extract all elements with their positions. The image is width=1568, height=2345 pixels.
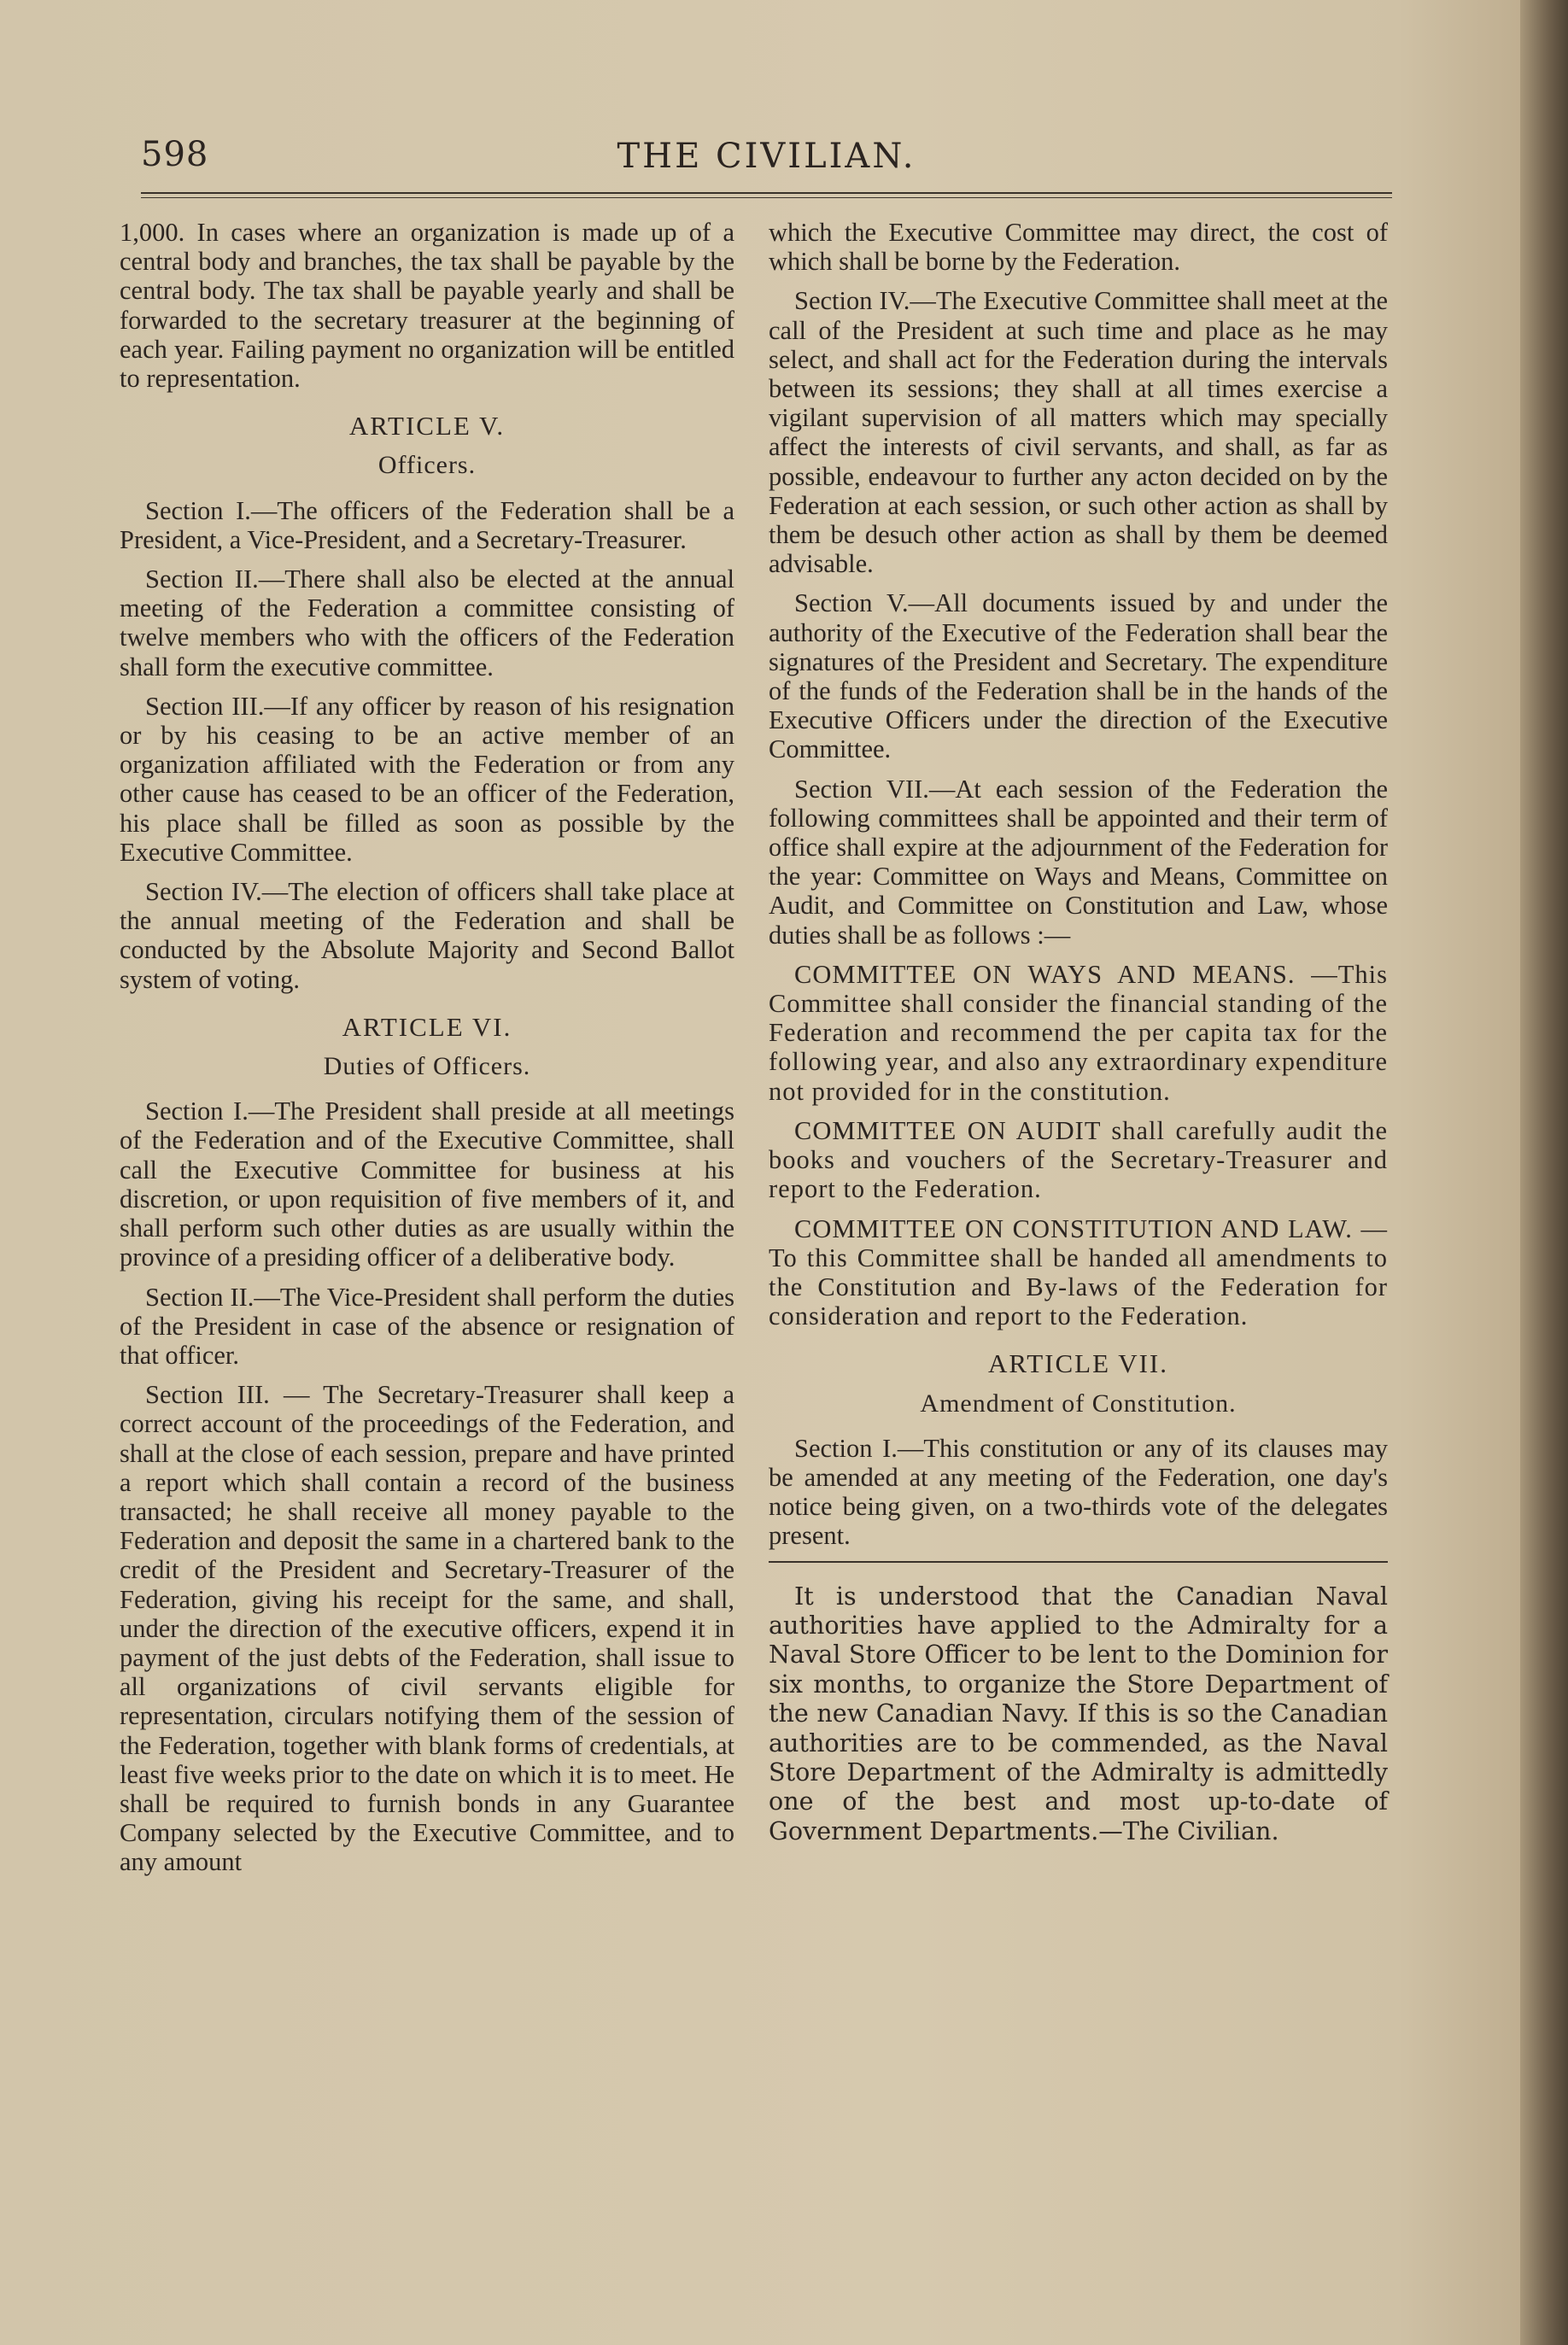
article-heading: ARTICLE VII.: [988, 1348, 1168, 1379]
section-paragraph: Section V.—All documents issued by and under the authority of the Executive of the Federation shall bear the signatures of the President and Secretary. The expenditure of the funds of the Federation shall be in the hands of the Executive Officers under the direction of the Executive Committee.: [769, 588, 1388, 764]
section-paragraph: Section IV.—The Executive Committee shall meet at the call of the President at such time and place as he may select, and shall act for the Federation during the intervals between its sessions; they shall at all times exercise a vigilant supervision of all matters which may specially affect the interests of civil servants, and shall, as far as possible, endeavour to further any acton decided on by the Federation at each session, or such other action as shall by them be desuch other action as shall by them be deemed advisable.: [769, 286, 1388, 579]
paragraph: which the Executive Committee may direct, the cost of which shall be borne by the Federation.: [769, 218, 1388, 277]
paragraph: 1,000. In cases where an organization is made up of a central body and branches, the tax shall be payable by the central body. The tax shall be payable yearly and shall be forwarded to the secretary treasurer at the beginning of each year. Failing payment no organization will be entitled to representation.: [120, 218, 734, 394]
news-note: It is understood that the Canadian Naval authorities have applied to the Admiralty for a Naval Store Officer to be lent to the Dominion for six months, to organize the Store Department of the new Canadian Navy. If this is so the Canadian authorities are to be commended, as the Naval Store Department of the Admiralty is admittedly one of the best and most up-to-date of Government Departments.—The Civilian.: [769, 1581, 1388, 1845]
section-paragraph: Section II.—There shall also be elected at the annual meeting of the Federation a committee consisting of twelve members who with the officers of the Federation shall form the executive committee.: [120, 564, 734, 681]
section-paragraph: Section I.—The President shall preside at all meetings of the Federation and of the Executive Committee, shall call the Executive Committee for business at his discretion, or upon requisition of five members of it, and shall perform such other duties as are usually within the province of a presiding officer of a deliberative body.: [120, 1096, 734, 1272]
book-spine-edge: [1520, 0, 1568, 2345]
header-rule: [141, 192, 1392, 198]
article-heading: ARTICLE V.: [348, 411, 506, 442]
article-subheading: Amendment of Constitution.: [920, 1389, 1237, 1418]
committee-paragraph: COMMITTEE ON WAYS AND MEANS. —This Committee shall consider the financial standing of the Federation and recommend the per capita tax for the following year, and also any extraordinary expenditure not provided for in the constitution.: [769, 959, 1388, 1106]
article-subheading: Officers.: [377, 451, 477, 480]
section-paragraph: Section III. — The Secretary-Treasurer shall keep a correct account of the proceedings of the Federation, and shall at the close of each session, prepare and have printed a report which shall contain a record of the business transacted; he shall receive all money payable to the Federation and deposit the same in a chartered bank to the credit of the President and Secretary-Treasurer of the Federation, giving his receipt for the same, and shall, under the direction of the executive officers, expend it in payment of the just debts of the Federation, shall issue to all organizations of civil servants eligible for representation, circulars notifying them of the session of the Federation, together with blank forms of credentials, at least five weeks prior to the date on which it is to meet. He shall be required to furnish bonds in any Guarantee Company selected by the Executive Committee, and to any amount: [120, 1380, 734, 1877]
section-paragraph: Section IV.—The election of officers shall take place at the annual meeting of the Federation and shall be conducted by the Absolute Majority and Second Ballot system of voting.: [120, 877, 734, 994]
page-number: 598: [141, 135, 209, 174]
right-column: [769, 218, 1388, 1856]
article-subheading: Duties of Officers.: [323, 1052, 531, 1081]
section-paragraph: Section VII.—At each session of the Federation the following committees shall be appointed and their term of office shall expire at the adjournment of the Federation for the year: Committee on Ways and Means, Committee on Audit, and Committee on Constitution and Law, whose duties shall be as follows :—: [769, 774, 1388, 950]
committee-paragraph: COMMITTEE ON AUDIT shall carefully audit the books and vouchers of the Secretary-Treasurer and report to the Federation.: [769, 1115, 1388, 1204]
column-divider: [769, 1561, 1388, 1563]
left-column: [120, 218, 734, 1887]
running-title: THE CIVILIAN.: [617, 137, 916, 176]
section-paragraph: Section I.—The officers of the Federation shall be a President, a Vice-President, and a Secretary-Treasurer.: [120, 495, 734, 554]
section-paragraph: Section I.—This constitution or any of its clauses may be amended at any meeting of the Federation, one day's notice being given, on a two-thirds vote of the delegates present.: [769, 1433, 1388, 1551]
committee-paragraph: COMMITTEE ON CONSTITUTION AND LAW. — To this Committee shall be handed all amendments to the Constitution and By-laws of the Federation for consideration and report to the Federation.: [769, 1213, 1388, 1331]
article-heading: ARTICLE VI.: [342, 1011, 512, 1042]
section-paragraph: Section II.—The Vice-President shall perform the duties of the President in case of the absence or resignation of that officer.: [120, 1282, 734, 1370]
section-paragraph: Section III.—If any officer by reason of his resignation or by his ceasing to be an active member of an organization affiliated with the Federation or from any other cause has ceased to be an officer of the Federation, his place shall be filled as soon as possible by the Executive Committee.: [120, 691, 734, 867]
page-header: [141, 128, 1392, 188]
